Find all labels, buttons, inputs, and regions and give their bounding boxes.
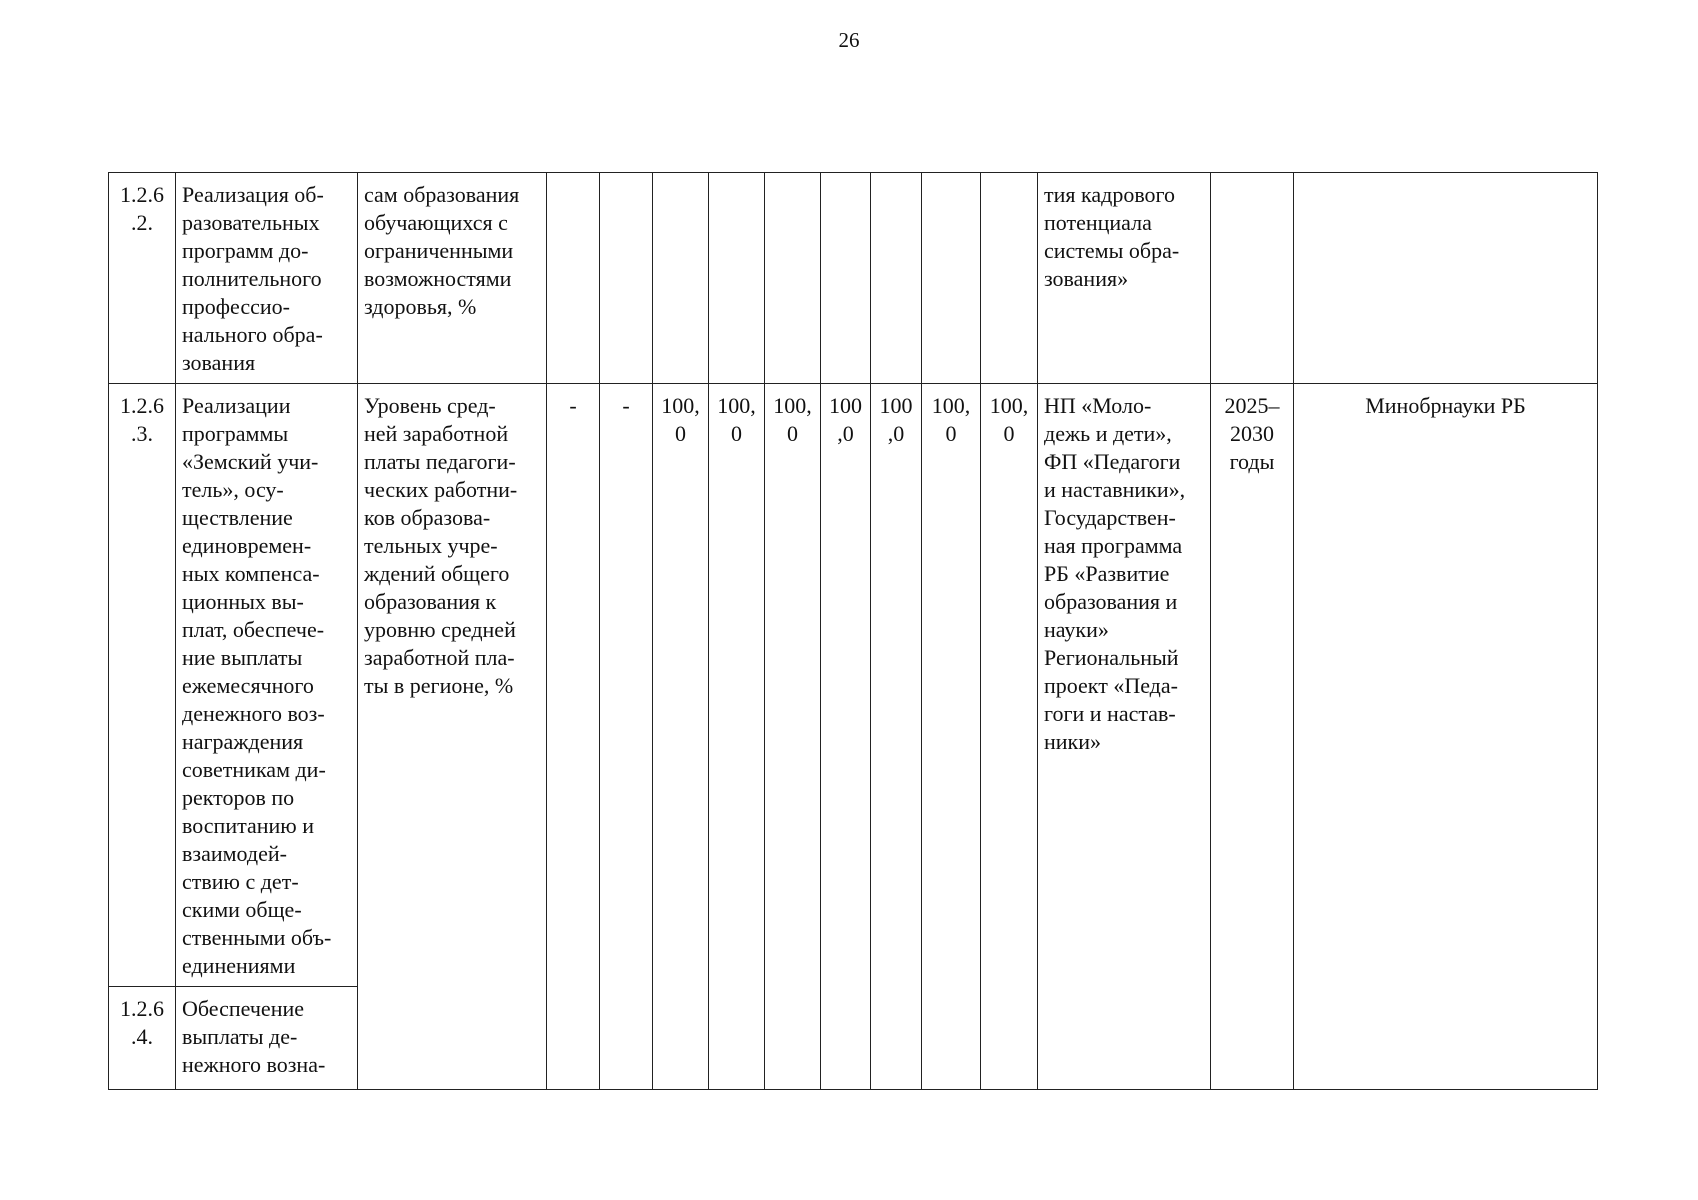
program-link: тия кадрового потенциала системы обра- зования» (1038, 173, 1211, 384)
program-link: НП «Моло- дежь и дети», ФП «Педагоги и наставники», Государствен- ная программа РБ «Развитие образования и науки» Региональный проект «Педа- гоги и настав- ники» (1038, 384, 1211, 1090)
table-row (109, 173, 1598, 384)
value-cell (821, 173, 871, 384)
value-cell (600, 173, 653, 384)
value-cell: 100 ,0 (871, 384, 922, 1090)
row-number: 1.2.6 .2. (109, 173, 176, 384)
value-cell: - (547, 384, 600, 1090)
value-cell: 100 ,0 (821, 384, 871, 1090)
value-cell (922, 173, 981, 384)
value-cell: 100, 0 (765, 384, 821, 1090)
value-cell (709, 173, 765, 384)
indicator-name: Уровень сред- ней заработной платы педагоги- ческих работни- ков образова- тельных учре- ждений общего образования к уровню средней заработной пла- ты в регионе, % (358, 384, 547, 1090)
value-cell (981, 173, 1038, 384)
period-cell: 2025– 2030 годы (1211, 384, 1294, 1090)
value-cell: - (600, 384, 653, 1090)
value-cell: 100, 0 (981, 384, 1038, 1090)
value-cell (871, 173, 922, 384)
value-cell: 100, 0 (709, 384, 765, 1090)
row-number: 1.2.6 .3. (109, 384, 176, 987)
measure-name: Реализации программы «Земский учи- тель», осу- ществление единовремен- ных компенса- ционных вы- плат, обеспече- ние выплаты ежемесячного денежного воз- награждения советникам ди- ректоров по воспитанию и взаимодей- ствию с дет- скими обще- ственными объ- единениями (176, 384, 358, 987)
value-cell (765, 173, 821, 384)
program-measures-table (108, 172, 1598, 1090)
value-cell: 100, 0 (653, 384, 709, 1090)
row-number: 1.2.6 .4. (109, 987, 176, 1090)
value-cell (653, 173, 709, 384)
period-cell (1211, 173, 1294, 384)
page-number: 26 (838, 28, 860, 52)
value-cell (547, 173, 600, 384)
executor-cell (1294, 173, 1598, 384)
executor-cell: Минобрнауки РБ (1294, 384, 1598, 1090)
measure-name: Обеспечение выплаты де- нежного возна- (176, 987, 358, 1090)
table-row (109, 384, 1598, 987)
value-cell: 100, 0 (922, 384, 981, 1090)
indicator-name: сам образования обучающихся с ограниченными возможностями здоровья, % (358, 173, 547, 384)
measure-name: Реализация об- разовательных программ до- полнительного профессио- нального обра- зования (176, 173, 358, 384)
